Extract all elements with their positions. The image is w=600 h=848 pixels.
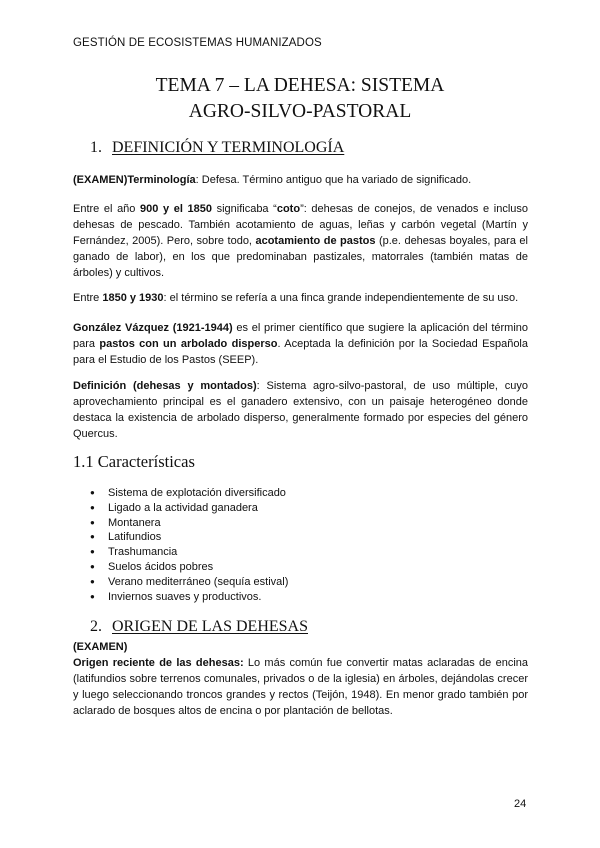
title-line-2: AGRO-SILVO-PASTORAL [188, 101, 412, 122]
bold-run: (EXAMEN) [73, 641, 128, 653]
text-run: : Defesa. Término antiguo que ha variado de significado. [195, 174, 472, 186]
text-run: : el término se refería a una finca grande independientemente de su uso. [163, 292, 519, 304]
paragraph-definicion [73, 378, 528, 442]
bold-run: 900 y el 1850 [140, 203, 212, 215]
bold-run: coto [276, 203, 301, 215]
text-run: : Sistema agro-silvo-pastoral, de uso múltiple, cuyo aprovechamiento principal es el ganadero extensivo, con un paisaje heterogéneo donde destaca la existencia de arbolado disperso, generalmente formado por especies del género Quercus. [73, 380, 528, 440]
section-number: 2. [90, 618, 102, 635]
bold-run: 1850 y 1930 [102, 292, 164, 304]
bold-run: pastos con un arbolado disperso [99, 338, 278, 350]
list-item: ● Trashumancia [90, 545, 288, 560]
list-item: ● Inviernos suaves y productivos. [90, 590, 288, 605]
paragraph-terminologia [73, 172, 528, 188]
text-run: Entre [73, 292, 103, 304]
bold-run: acotamiento de pastos [255, 235, 376, 247]
list-item: ● Ligado a la actividad ganadera [90, 501, 288, 516]
list-item: ● Latifundios [90, 530, 288, 545]
paragraph-1850-1930 [73, 290, 528, 306]
document-title [0, 73, 600, 125]
section-2-heading [90, 618, 308, 636]
text-run: . Aceptada la definición por la Sociedad Española para el Estudio de los Pastos (SEEP). [73, 338, 528, 366]
section-title: ORIGEN DE LAS DEHESAS [112, 618, 308, 635]
text-run: significaba “ [211, 203, 277, 215]
text-run: Entre el año [73, 203, 141, 215]
title-line-1: TEMA 7 – LA DEHESA: SISTEMA [155, 75, 445, 96]
list-item: ● Suelos ácidos pobres [90, 560, 288, 575]
section-title: DEFINICIÓN Y TERMINOLOGÍA [112, 139, 345, 156]
bold-run: (EXAMEN)Terminología [73, 174, 196, 186]
list-item: ● Montanera [90, 516, 288, 531]
list-item: ● Verano mediterráneo (sequía estival) [90, 575, 288, 590]
paragraph-origen [73, 639, 528, 719]
section-number: 1. [90, 139, 102, 156]
text-run: es el primer científico que sugiere la aplicación del término para [73, 322, 528, 350]
paragraph-coto [73, 201, 528, 281]
bold-run: Definición (dehesas y montados) [73, 380, 257, 392]
text-run: (p.e. dehesas boyales, para el ganado de labor), en los que predominaban pastizales, matorrales (también matas de árboles) y cultivos. [73, 235, 528, 279]
running-header: GESTIÓN DE ECOSISTEMAS HUMANIZADOS [73, 37, 322, 49]
section-1-1-heading: 1.1 Características [73, 452, 195, 471]
bold-run: González Vázquez (1921-1944) [73, 322, 233, 334]
paragraph-gonzalez-vazquez [73, 320, 528, 368]
text-run: Lo más común fue convertir matas aclaradas de encina (latifundios sobre terrenos comunales, privados o de la iglesia) en árboles, dejándolas crecer y luego seleccionando troncos grandes y rectos (Teijón, 1948). En menor grado también por aclarado de bosques altos de encina o por plantación de bellotas. [73, 657, 528, 717]
list-item: ● Sistema de explotación diversificado [90, 486, 288, 501]
characteristics-list [90, 486, 288, 604]
bold-run: Origen reciente de las dehesas: [73, 657, 244, 669]
page-number: 24 [514, 798, 527, 810]
section-1-heading [90, 139, 344, 157]
text-run: ”: dehesas de conejos, de venados e incluso dehesas de pescado. También acotamiento de aguas, leñas y carbón vegetal (Martín y Fernández, 2005). Pero, sobre todo, [73, 203, 528, 247]
